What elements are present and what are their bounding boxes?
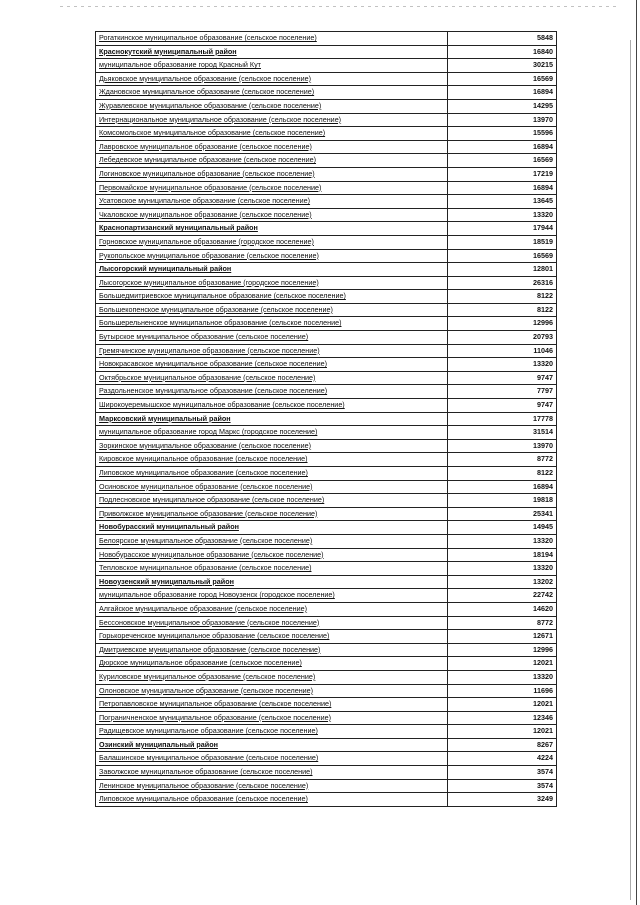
row-value: 8772 [448,453,557,467]
table-row [96,399,557,413]
table-row [96,711,557,725]
district-row [96,222,557,236]
row-value: 13320 [448,208,557,222]
row-name: Олоновское муниципальное образование (сельское поселение) [96,684,448,698]
row-value: 13320 [448,534,557,548]
row-name: муниципальное образование город Красный Кут [96,59,448,73]
table-row [96,670,557,684]
row-value: 19818 [448,494,557,508]
row-value: 3574 [448,766,557,780]
row-name: Ленинское муниципальное образование (сельское поселение) [96,779,448,793]
row-value: 8122 [448,290,557,304]
row-value: 12021 [448,657,557,671]
table-row [96,276,557,290]
district-row [96,45,557,59]
row-name: Краснопартизанский муниципальный район [96,222,448,236]
row-value: 16894 [448,480,557,494]
row-name: Кировское муниципальное образование (сельское поселение) [96,453,448,467]
row-name: Куриловское муниципальное образование (сельское поселение) [96,670,448,684]
row-value: 22742 [448,589,557,603]
table-row [96,752,557,766]
table-row [96,208,557,222]
table-body [96,32,557,807]
row-name: Петропавловское муниципальное образование (сельское поселение) [96,698,448,712]
table-row [96,127,557,141]
row-name: Лысогорский муниципальный район [96,263,448,277]
row-value: 31514 [448,426,557,440]
scan-edge [636,0,637,905]
row-value: 12671 [448,630,557,644]
row-value: 16894 [448,86,557,100]
table-row [96,99,557,113]
table-row [96,140,557,154]
row-value: 12021 [448,698,557,712]
table-row [96,181,557,195]
row-value: 5848 [448,32,557,46]
row-name: Дмитриевское муниципальное образование (сельское поселение) [96,643,448,657]
row-value: 3574 [448,779,557,793]
row-name: Краснокутский муниципальный район [96,45,448,59]
row-name: Большерельненское муниципальное образование (сельское поселение) [96,317,448,331]
table-row [96,303,557,317]
table-row [96,793,557,807]
row-value: 16569 [448,249,557,263]
row-value: 14295 [448,99,557,113]
row-value: 13320 [448,562,557,576]
row-value: 16569 [448,154,557,168]
row-value: 3249 [448,793,557,807]
row-value: 12021 [448,725,557,739]
row-value: 13970 [448,439,557,453]
row-name: Дюрское муниципальное образование (сельское поселение) [96,657,448,671]
table-row [96,426,557,440]
table-row [96,59,557,73]
row-name: Лысогорское муниципальное образование (городское поселение) [96,276,448,290]
table-row [96,439,557,453]
row-name: Первомайское муниципальное образование (сельское поселение) [96,181,448,195]
row-name: муниципальное образование город Новоузенск (городское поселение) [96,589,448,603]
row-value: 20793 [448,331,557,345]
row-value: 12346 [448,711,557,725]
scan-artifact-top [60,6,620,7]
row-value: 13645 [448,195,557,209]
row-value: 12996 [448,317,557,331]
district-row [96,412,557,426]
table-row [96,385,557,399]
row-name: Большекопенское муниципальное образование (сельское поселение) [96,303,448,317]
row-value: 13202 [448,575,557,589]
row-name: Новобурасский муниципальный район [96,521,448,535]
row-value: 11696 [448,684,557,698]
table-row [96,494,557,508]
district-row [96,521,557,535]
row-name: Рогаткинское муниципальное образование (сельское поселение) [96,32,448,46]
table-row [96,331,557,345]
municipal-table [95,31,557,807]
table-row [96,113,557,127]
row-value: 11046 [448,344,557,358]
table-row [96,602,557,616]
row-value: 13320 [448,670,557,684]
row-value: 14945 [448,521,557,535]
row-name: Лавровское муниципальное образование (сельское поселение) [96,140,448,154]
row-name: Раздольненское муниципальное образование (сельское поселение) [96,385,448,399]
table-row [96,616,557,630]
district-row [96,575,557,589]
table-row [96,344,557,358]
district-row [96,263,557,277]
row-name: Лебедевское муниципальное образование (сельское поселение) [96,154,448,168]
table-row [96,467,557,481]
row-name: муниципальное образование город Маркс (городское поселение) [96,426,448,440]
row-value: 17219 [448,167,557,181]
row-value: 26316 [448,276,557,290]
row-name: Алгайское муниципальное образование (сельское поселение) [96,602,448,616]
row-name: Дьяковское муниципальное образование (сельское поселение) [96,72,448,86]
table-row [96,684,557,698]
row-value: 7797 [448,385,557,399]
row-name: Чкаловское муниципальное образование (сельское поселение) [96,208,448,222]
table-row [96,235,557,249]
row-value: 12801 [448,263,557,277]
row-name: Бутырское муниципальное образование (сельское поселение) [96,331,448,345]
row-value: 9747 [448,371,557,385]
table-row [96,589,557,603]
row-value: 13970 [448,113,557,127]
table-row [96,167,557,181]
row-name: Липовское муниципальное образование (сельское поселение) [96,793,448,807]
row-value: 8122 [448,303,557,317]
row-value: 16569 [448,72,557,86]
row-name: Бессоновское муниципальное образование (сельское поселение) [96,616,448,630]
row-name: Новобурасское муниципальное образование (сельское поселение) [96,548,448,562]
table-row [96,249,557,263]
row-value: 15596 [448,127,557,141]
row-name: Марксовский муниципальный район [96,412,448,426]
row-name: Осиновское муниципальное образование (сельское поселение) [96,480,448,494]
row-name: Горновское муниципальное образование (городское поселение) [96,235,448,249]
table-row [96,548,557,562]
table-row [96,453,557,467]
row-value: 16894 [448,181,557,195]
row-name: Новокрасавское муниципальное образование (сельское поселение) [96,358,448,372]
row-name: Озинский муниципальный район [96,738,448,752]
table-row [96,562,557,576]
row-value: 17944 [448,222,557,236]
row-value: 12996 [448,643,557,657]
table-row [96,317,557,331]
table-row [96,32,557,46]
row-value: 8122 [448,467,557,481]
table-row [96,195,557,209]
table-row [96,698,557,712]
row-value: 30215 [448,59,557,73]
row-name: Пограничненское муниципальное образование (сельское поселение) [96,711,448,725]
row-name: Новоузенский муниципальный район [96,575,448,589]
table-row [96,480,557,494]
row-value: 18519 [448,235,557,249]
row-name: Логиновское муниципальное образование (сельское поселение) [96,167,448,181]
row-value: 16894 [448,140,557,154]
table-row [96,371,557,385]
table-row [96,154,557,168]
table-row [96,534,557,548]
row-value: 8267 [448,738,557,752]
table-row [96,766,557,780]
row-name: Зоркинское муниципальное образование (сельское поселение) [96,439,448,453]
row-name: Журавлевское муниципальное образование (сельское поселение) [96,99,448,113]
row-name: Комсомольское муниципальное образование (сельское поселение) [96,127,448,141]
row-name: Тепловское муниципальное образование (сельское поселение) [96,562,448,576]
table-row [96,72,557,86]
row-name: Широкоуеремышское муниципальное образование (сельское поселение) [96,399,448,413]
row-name: Липовское муниципальное образование (сельское поселение) [96,467,448,481]
row-value: 9747 [448,399,557,413]
table-row [96,725,557,739]
table-row [96,290,557,304]
row-name: Октябрьское муниципальное образование (сельское поселение) [96,371,448,385]
row-name: Приволжское муниципальное образование (сельское поселение) [96,507,448,521]
row-value: 14620 [448,602,557,616]
row-name: Белоярское муниципальное образование (сельское поселение) [96,534,448,548]
row-value: 4224 [448,752,557,766]
row-name: Радищевское муниципальное образование (сельское поселение) [96,725,448,739]
row-value: 16840 [448,45,557,59]
table-row [96,657,557,671]
row-name: Горькореченское муниципальное образование (сельское поселение) [96,630,448,644]
table-row [96,779,557,793]
row-value: 25341 [448,507,557,521]
table-row [96,507,557,521]
row-name: Интернациональное муниципальное образование (сельское поселение) [96,113,448,127]
table-row [96,643,557,657]
row-name: Подлесновское муниципальное образование (сельское поселение) [96,494,448,508]
row-name: Ждановское муниципальное образование (сельское поселение) [96,86,448,100]
table-row [96,630,557,644]
row-value: 13320 [448,358,557,372]
table-row [96,358,557,372]
row-name: Балашинское муниципальное образование (сельское поселение) [96,752,448,766]
row-name: Большедмитриевское муниципальное образование (сельское поселение) [96,290,448,304]
row-name: Гремячинское муниципальное образование (сельское поселение) [96,344,448,358]
table-row [96,86,557,100]
row-name: Заволжское муниципальное образование (сельское поселение) [96,766,448,780]
row-value: 8772 [448,616,557,630]
row-name: Усатовское муниципальное образование (сельское поселение) [96,195,448,209]
row-name: Рукопольское муниципальное образование (сельское поселение) [96,249,448,263]
scan-edge-inner [630,40,631,900]
row-value: 17778 [448,412,557,426]
row-value: 18194 [448,548,557,562]
district-row [96,738,557,752]
